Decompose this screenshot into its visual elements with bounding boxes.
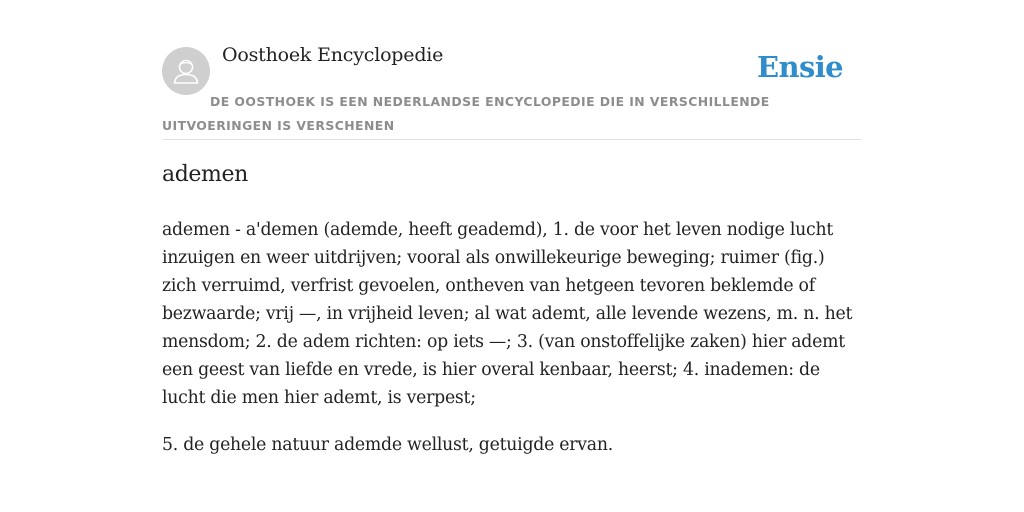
user-silhouette-icon: [162, 47, 210, 95]
source-avatar[interactable]: [162, 47, 210, 95]
entry-body: [162, 216, 862, 478]
entry-headword: ademen: [162, 162, 248, 187]
source-description: DE OOSTHOEK IS EEN NEDERLANDSE ENCYCLOPEDIE DIE IN VERSCHILLENDE UITVOERINGEN IS VERSCHENEN: [162, 94, 770, 133]
header-divider: [162, 139, 862, 140]
source-title[interactable]: Oosthoek Encyclopedie: [222, 44, 444, 66]
brand-logo[interactable]: Ensie: [757, 50, 843, 84]
entry-paragraph: 5. de gehele natuur ademde wellust, getuigde ervan.: [162, 435, 613, 455]
entry-paragraph: ademen - a'demen (ademde, heeft geademd), 1. de voor het leven nodige lucht inzuigen en weer uitdrijven; vooral als onwillekeurige beweging; ruimer (fig.) zich verruimd, verfrist gevoelen, ontheven van hetgeen tevoren beklemde of bezwaarde; vrij —, in vrijheid leven; al wat ademt, alle levende wezens, m. n. het mensdom; 2. de adem richten: op iets —; 3. (van onstoffelijke zaken) hier ademt een geest van liefde en vrede, is hier overal kenbaar, heerst; 4. inademen: de lucht die men hier ademt, is verpest;: [162, 220, 853, 408]
